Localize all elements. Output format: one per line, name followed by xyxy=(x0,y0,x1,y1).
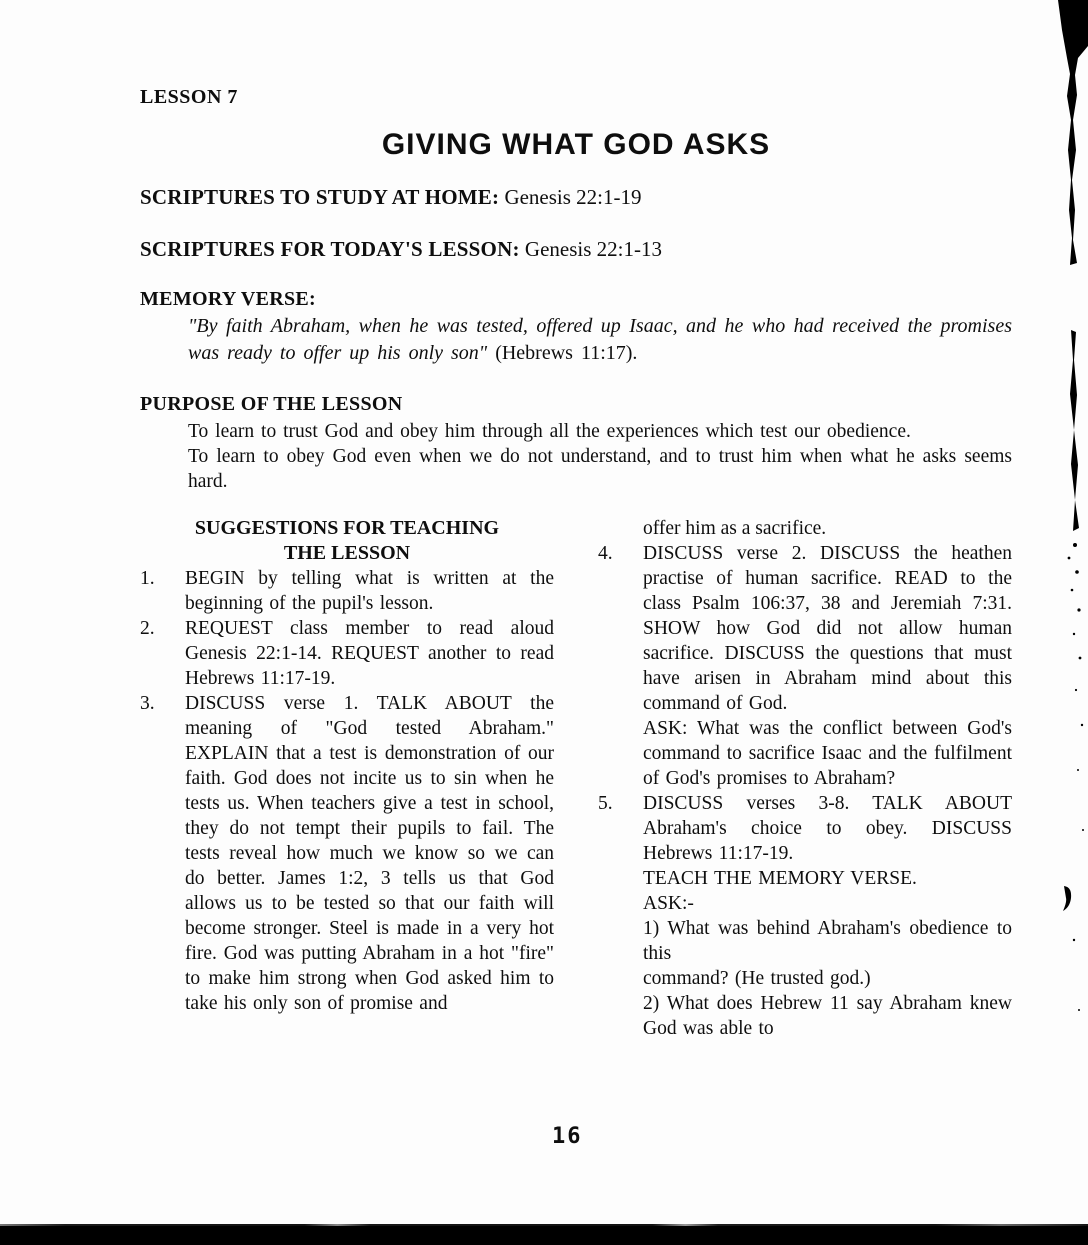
list-item-number: 1. xyxy=(140,568,155,589)
memory-verse-text xyxy=(140,313,1012,367)
list-item-1 xyxy=(140,566,554,616)
list-item-text xyxy=(643,541,1012,791)
scriptures-home-label: SCRIPTURES TO STUDY AT HOME: xyxy=(140,185,500,209)
scriptures-home-value: Genesis 22:1-19 xyxy=(499,185,642,209)
list-item-number: 5. xyxy=(598,793,613,814)
purpose-paragraph: To learn to trust God and obey him through all the experiences which test our obedience. xyxy=(188,421,911,442)
memory-verse-quote: "By faith Abraham, when he was tested, offered up Isaac, and he who had received the promises was ready to offer up his only son" xyxy=(188,315,1012,364)
list-item-paragraph: 2) What does Hebrew 11 say Abraham knew God was able to xyxy=(643,993,1012,1039)
list-item-text xyxy=(643,791,1012,1041)
suggestions-heading-line2: THE LESSON xyxy=(283,542,411,564)
scan-artifact-bottom-bar xyxy=(0,1226,1088,1245)
two-column-body xyxy=(140,516,1012,1041)
list-item-paragraph: DISCUSS verses 3-8. TALK ABOUT Abraham's choice to obey. DISCUSS Hebrews 11:17-19. xyxy=(643,793,1012,864)
scriptures-home-line xyxy=(140,185,1012,210)
list-item-number: 2. xyxy=(140,618,155,639)
scan-artifact-right-edge xyxy=(1038,0,1088,1245)
list-item-text: REQUEST class member to read aloud Genesis 22:1-14. REQUEST another to read Hebrews 11:17-19. xyxy=(185,618,554,689)
list-item-paragraph: command? (He trusted god.) xyxy=(643,968,871,989)
list-item-5 xyxy=(598,791,1012,1041)
list-item-text: BEGIN by telling what is written at the beginning of the pupil's lesson. xyxy=(185,568,554,614)
list-item-text: DISCUSS verse 1. TALK ABOUT the meaning of "God tested Abraham." EXPLAIN that a test is demonstration of our faith. God does not incite us to sin when he tests us. When teachers give a test in school, they do not tempt their pupils to fail. The tests reveal how much we know so we can do better. James 1:2, 3 tells us that God allows us to be tested so that our faith will become stronger. Steel is made in a very hot fire. God was putting Abraham in a hot "fire" to make him strong when God asked him to take his only son of promise and xyxy=(185,693,554,1014)
list-item-paragraph: DISCUSS verse 2. DISCUSS the heathen practise of human sacrifice. READ to the class Psalm 106:37, 38 and Jeremiah 7:31. SHOW how God did not allow human sacrifice. DISCUSS the questions that must have arisen in Abraham mind about this command of God. xyxy=(643,543,1012,714)
suggestions-heading xyxy=(140,516,554,566)
purpose-paragraph: To learn to obey God even when we do not understand, and to trust him when what he asks seems hard. xyxy=(188,446,1012,492)
column-continuation-line: offer him as a sacrifice. xyxy=(643,518,827,539)
list-item-2 xyxy=(140,616,554,691)
page-title: GIVING WHAT GOD ASKS xyxy=(381,128,771,161)
memory-verse-reference: (Hebrews 11:17). xyxy=(495,342,638,364)
list-item-paragraph: ASK:- xyxy=(643,893,694,914)
left-column xyxy=(140,516,554,1041)
scriptures-today-line xyxy=(140,237,1012,262)
right-column xyxy=(598,516,1012,1041)
list-item-number: 3. xyxy=(140,693,155,714)
list-item-number: 4. xyxy=(598,543,613,564)
list-item-paragraph: TEACH THE MEMORY VERSE. xyxy=(643,868,917,889)
scriptures-today-value: Genesis 22:1-13 xyxy=(519,237,662,261)
list-item-paragraph: ASK: What was the conflict between God's command to sacrifice Isaac and the fulfilment of God's promises to Abraham? xyxy=(643,718,1012,789)
page-number: 16 xyxy=(552,1124,583,1149)
lesson-label: LESSON 7 xyxy=(140,86,238,108)
list-item-paragraph: 1) What was behind Abraham's obedience to this xyxy=(643,918,1012,964)
purpose-section xyxy=(140,419,1012,494)
scriptures-today-label: SCRIPTURES FOR TODAY'S LESSON: xyxy=(140,237,520,261)
list-item-3 xyxy=(140,691,554,1016)
suggestions-heading-line1: SUGGESTIONS FOR TEACHING xyxy=(194,517,500,539)
page-content xyxy=(140,86,1012,1041)
memory-verse-label: MEMORY VERSE: xyxy=(140,288,316,310)
purpose-label: PURPOSE OF THE LESSON xyxy=(140,393,403,415)
list-item-4 xyxy=(598,541,1012,791)
